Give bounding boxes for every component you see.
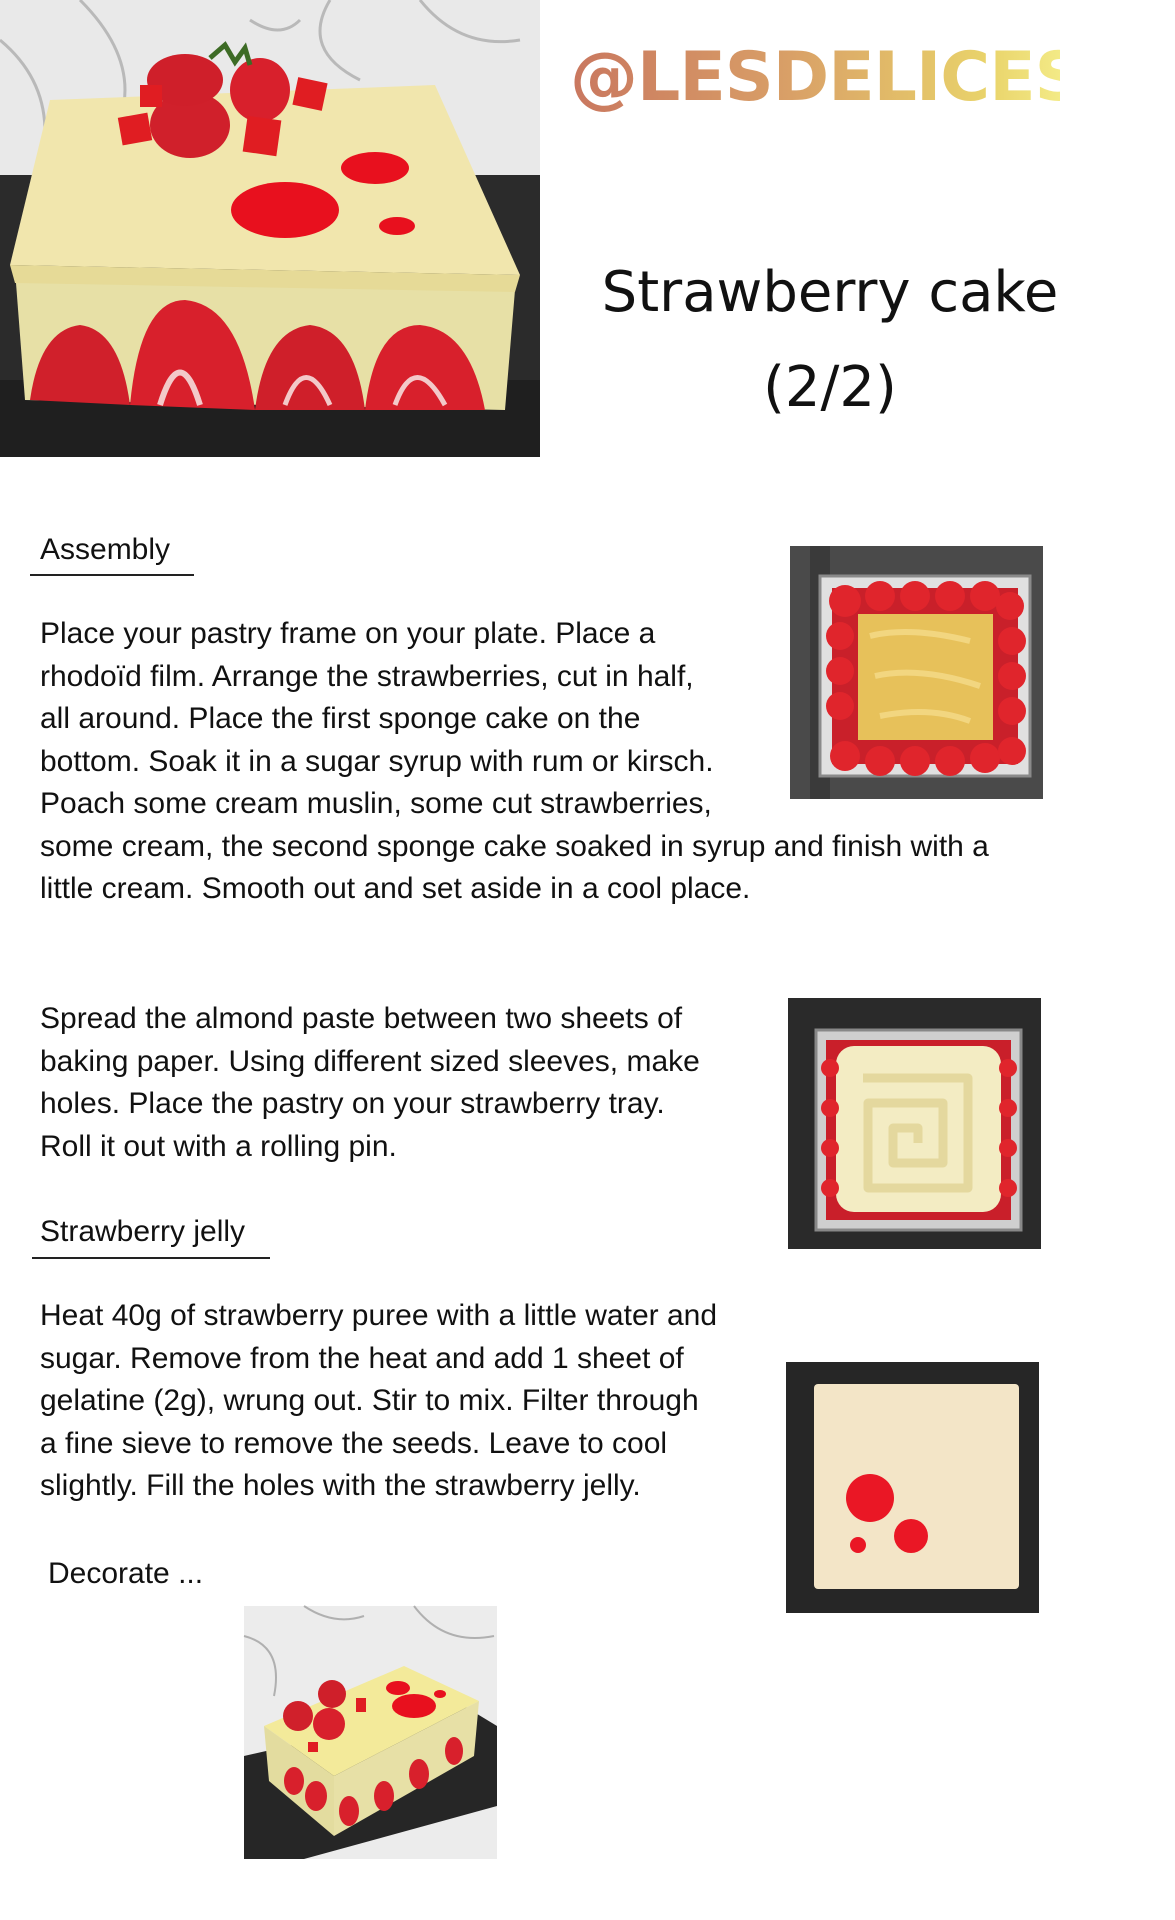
almond-paste-with-jelly-photo	[786, 1362, 1039, 1613]
cream-filled-frame-photo	[788, 998, 1041, 1249]
instagram-handle: @LESDELICES31	[570, 38, 1175, 117]
strawberry-jelly-text: Heat 40g of strawberry puree with a little water and sugar. Remove from the heat and add 1 sheet of gelatine (2g), wrung out. Stir to mix. Filter through a fine sieve to remove the seeds. Leave to cool slightly. Fill the holes with the strawberry jelly.	[40, 1299, 718, 1502]
almond-paste-text: Spread the almond paste between two sheets of baking paper. Using different sized sleeves, make holes. Place the pastry on your strawberry tray. Roll it out with a rolling pin.	[40, 1002, 700, 1163]
hero-cake-photo	[0, 0, 540, 457]
strawberry-jelly-heading-underline	[32, 1257, 270, 1259]
assembly-heading: Assembly	[40, 533, 171, 566]
page-subtitle: (2/2)	[763, 355, 897, 420]
assembly-text: Place your pastry frame on your plate. Place a rhodoïd film. Arrange the strawberries, cut in half, all around. Place the first sponge cake on the bottom. Soak it in a sugar syrup with rum or kirsch. Poach some cream muslin, some cut strawberries, some cream, the second sponge cake soaked in syrup and finish with a little cream. Smooth out and set aside in a cool place.	[40, 617, 989, 905]
strawberry-jelly-heading: Strawberry jelly	[40, 1215, 246, 1248]
assembly-heading-underline	[30, 574, 194, 576]
frame-with-strawberries-photo	[790, 546, 1043, 799]
decorated-cake-photo	[244, 1606, 497, 1859]
page-title: Strawberry cake	[601, 260, 1059, 325]
decorate-text: Decorate ...	[48, 1557, 204, 1590]
